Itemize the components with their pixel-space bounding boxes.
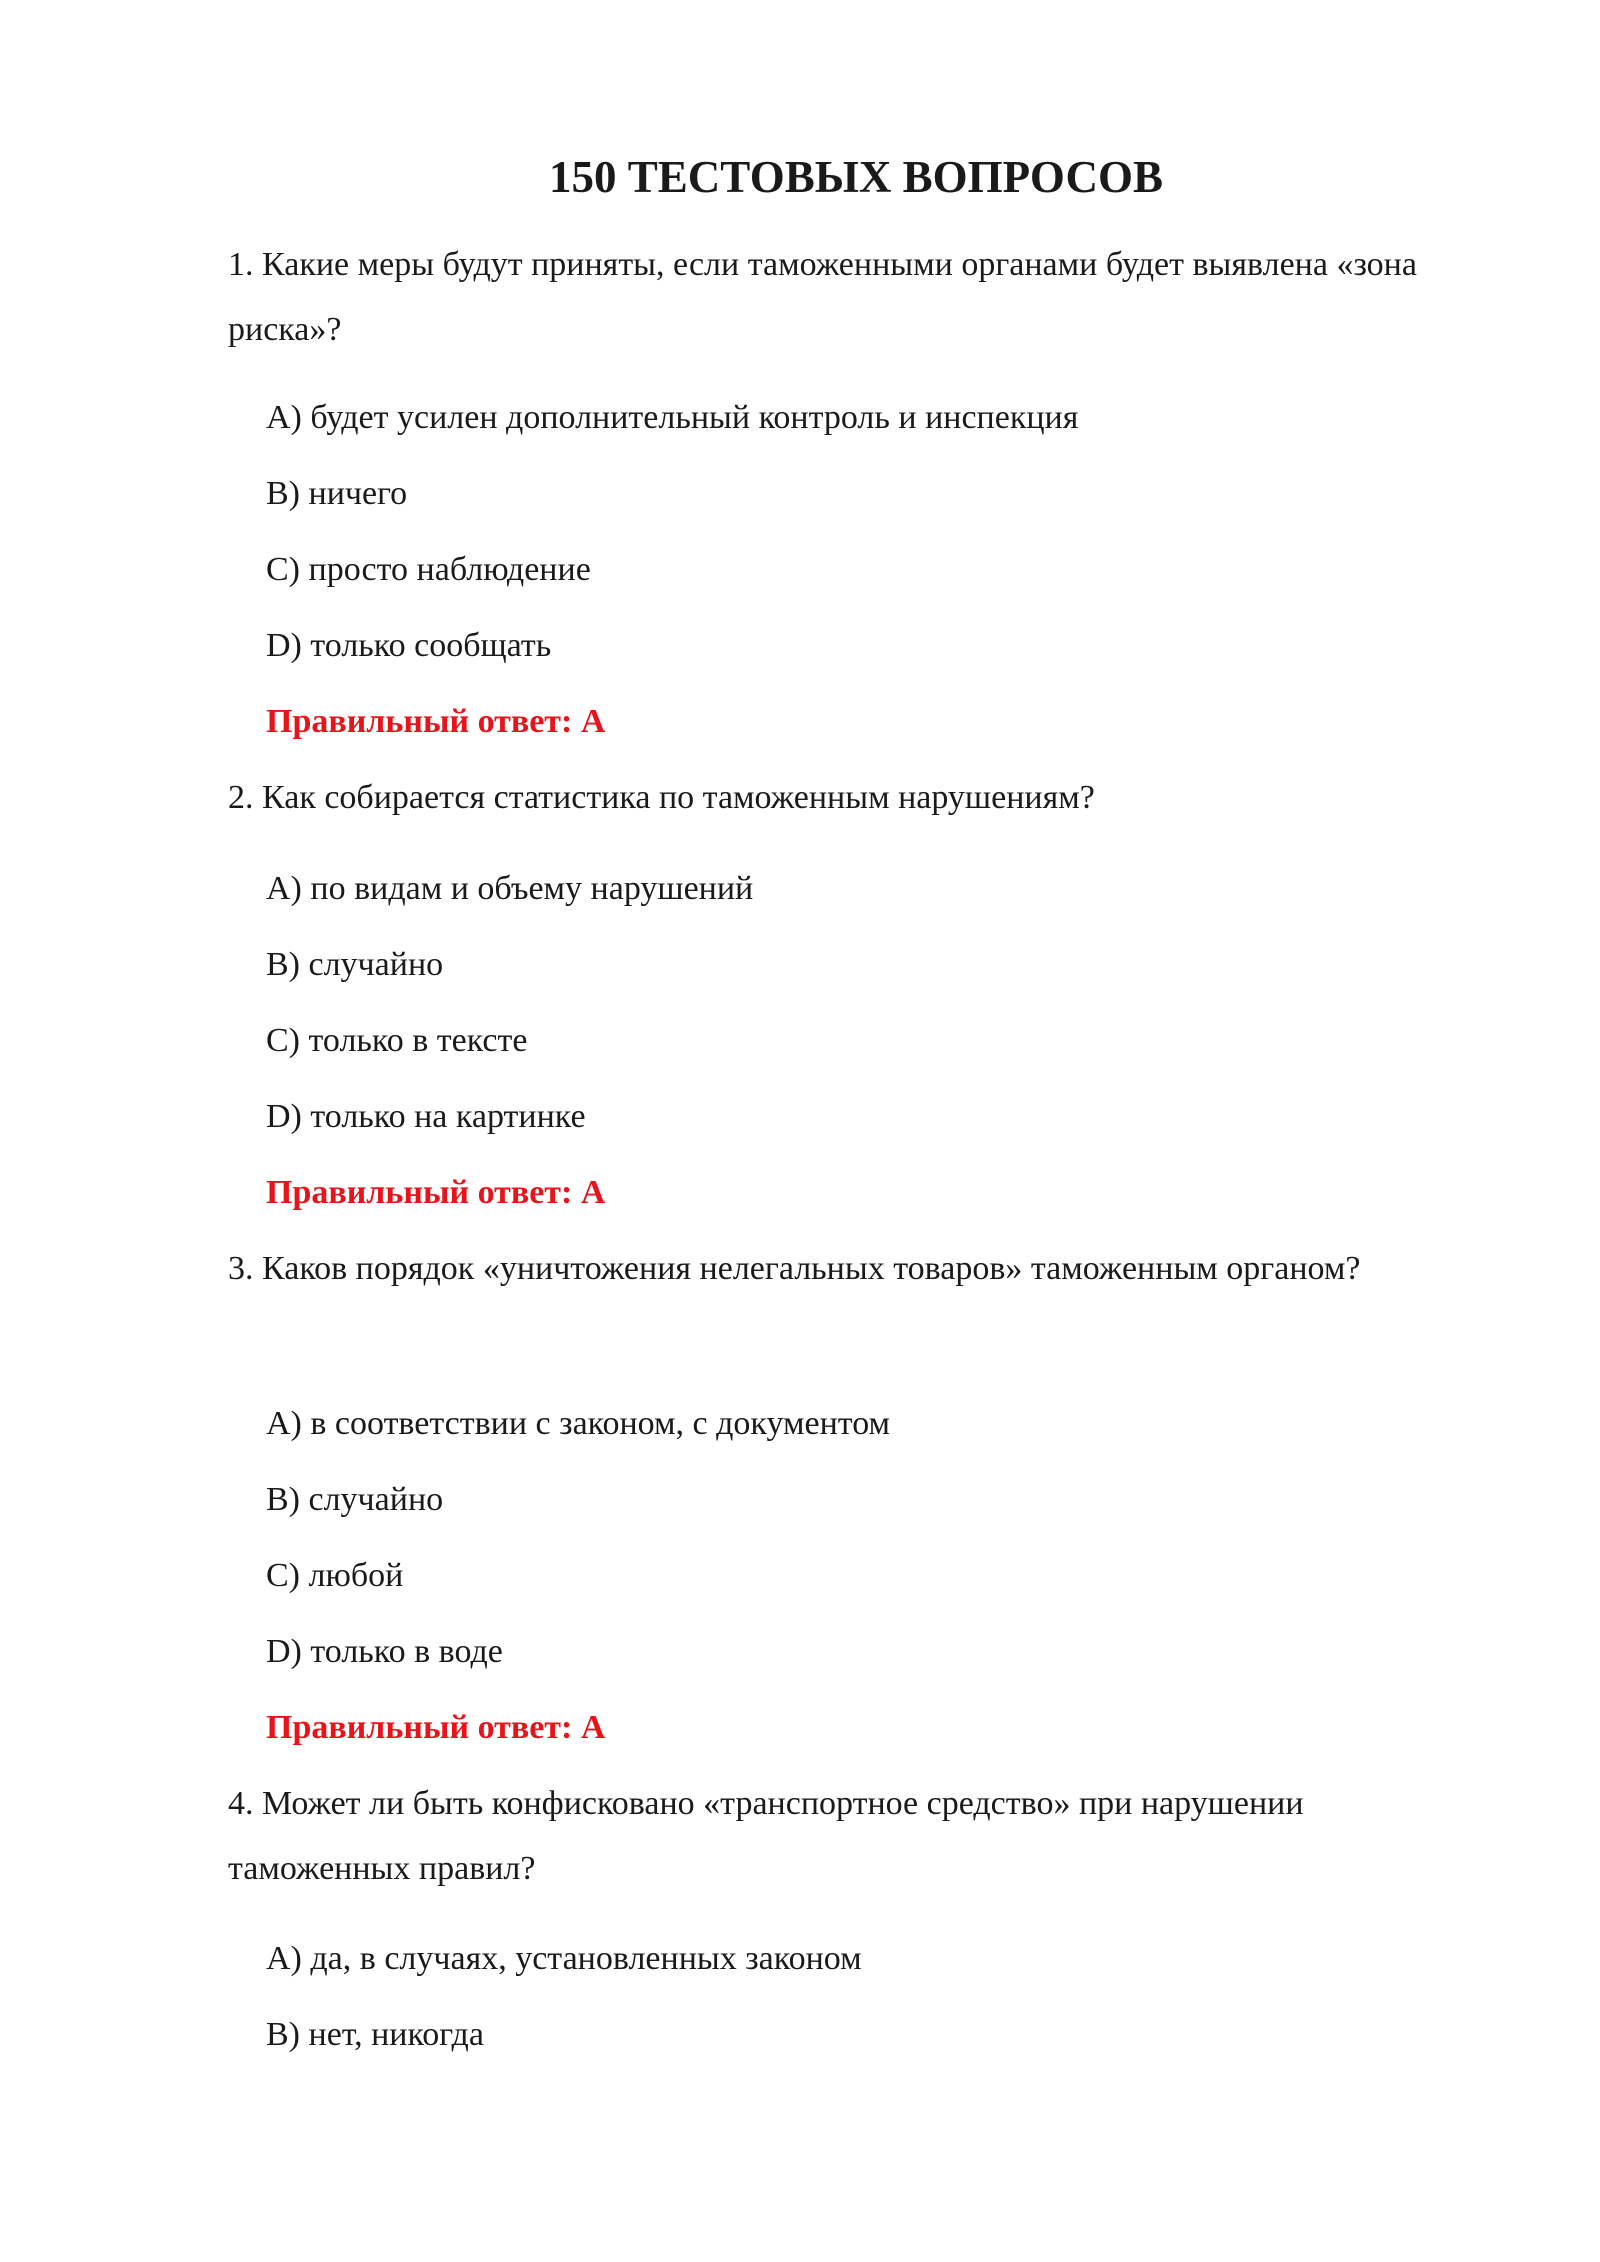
question-1-option-a: A) будет усилен дополнительный контроль и инспекция: [266, 399, 1079, 436]
question-1-text: 1. Какие меры будут приняты, если таможенными органами будет выявлена «зона риска»?: [228, 246, 1417, 348]
question-1-option-b: B) ничего: [266, 475, 408, 512]
question-4-text: 4. Может ли быть конфисковано «транспортное средство» при нарушении таможенных правил?: [228, 1785, 1304, 1887]
question-3-option-a: A) в соответствии с законом, с документом: [266, 1405, 891, 1442]
document-title: 150 ТЕСТОВЫХ ВОПРОСОВ: [549, 152, 1163, 202]
question-4-option-b: B) нет, никогда: [266, 2016, 484, 2053]
question-2-option-a: A) по видам и объему нарушений: [266, 870, 754, 907]
question-2-option-b: B) случайно: [266, 946, 444, 983]
question-4-option-a: A) да, в случаях, установленных законом: [266, 1940, 862, 1977]
question-1-option-c: C) просто наблюдение: [266, 551, 591, 588]
question-3-option-b: B) случайно: [266, 1481, 444, 1518]
question-3-option-d: D) только в воде: [266, 1633, 503, 1670]
question-2-text: 2. Как собирается статистика по таможенным нарушениям?: [228, 779, 1095, 816]
question-1-option-d: D) только сообщать: [266, 627, 552, 664]
question-3-answer: Правильный ответ: A: [266, 1709, 606, 1746]
question-2-option-c: C) только в тексте: [266, 1022, 528, 1059]
question-3-option-c: C) любой: [266, 1557, 404, 1594]
question-2-answer: Правильный ответ: A: [266, 1174, 606, 1211]
question-2-option-d: D) только на картинке: [266, 1098, 586, 1135]
question-1-answer: Правильный ответ: A: [266, 703, 606, 740]
question-3-text: 3. Каков порядок «уничтожения нелегальных товаров» таможенным органом?: [228, 1250, 1361, 1287]
